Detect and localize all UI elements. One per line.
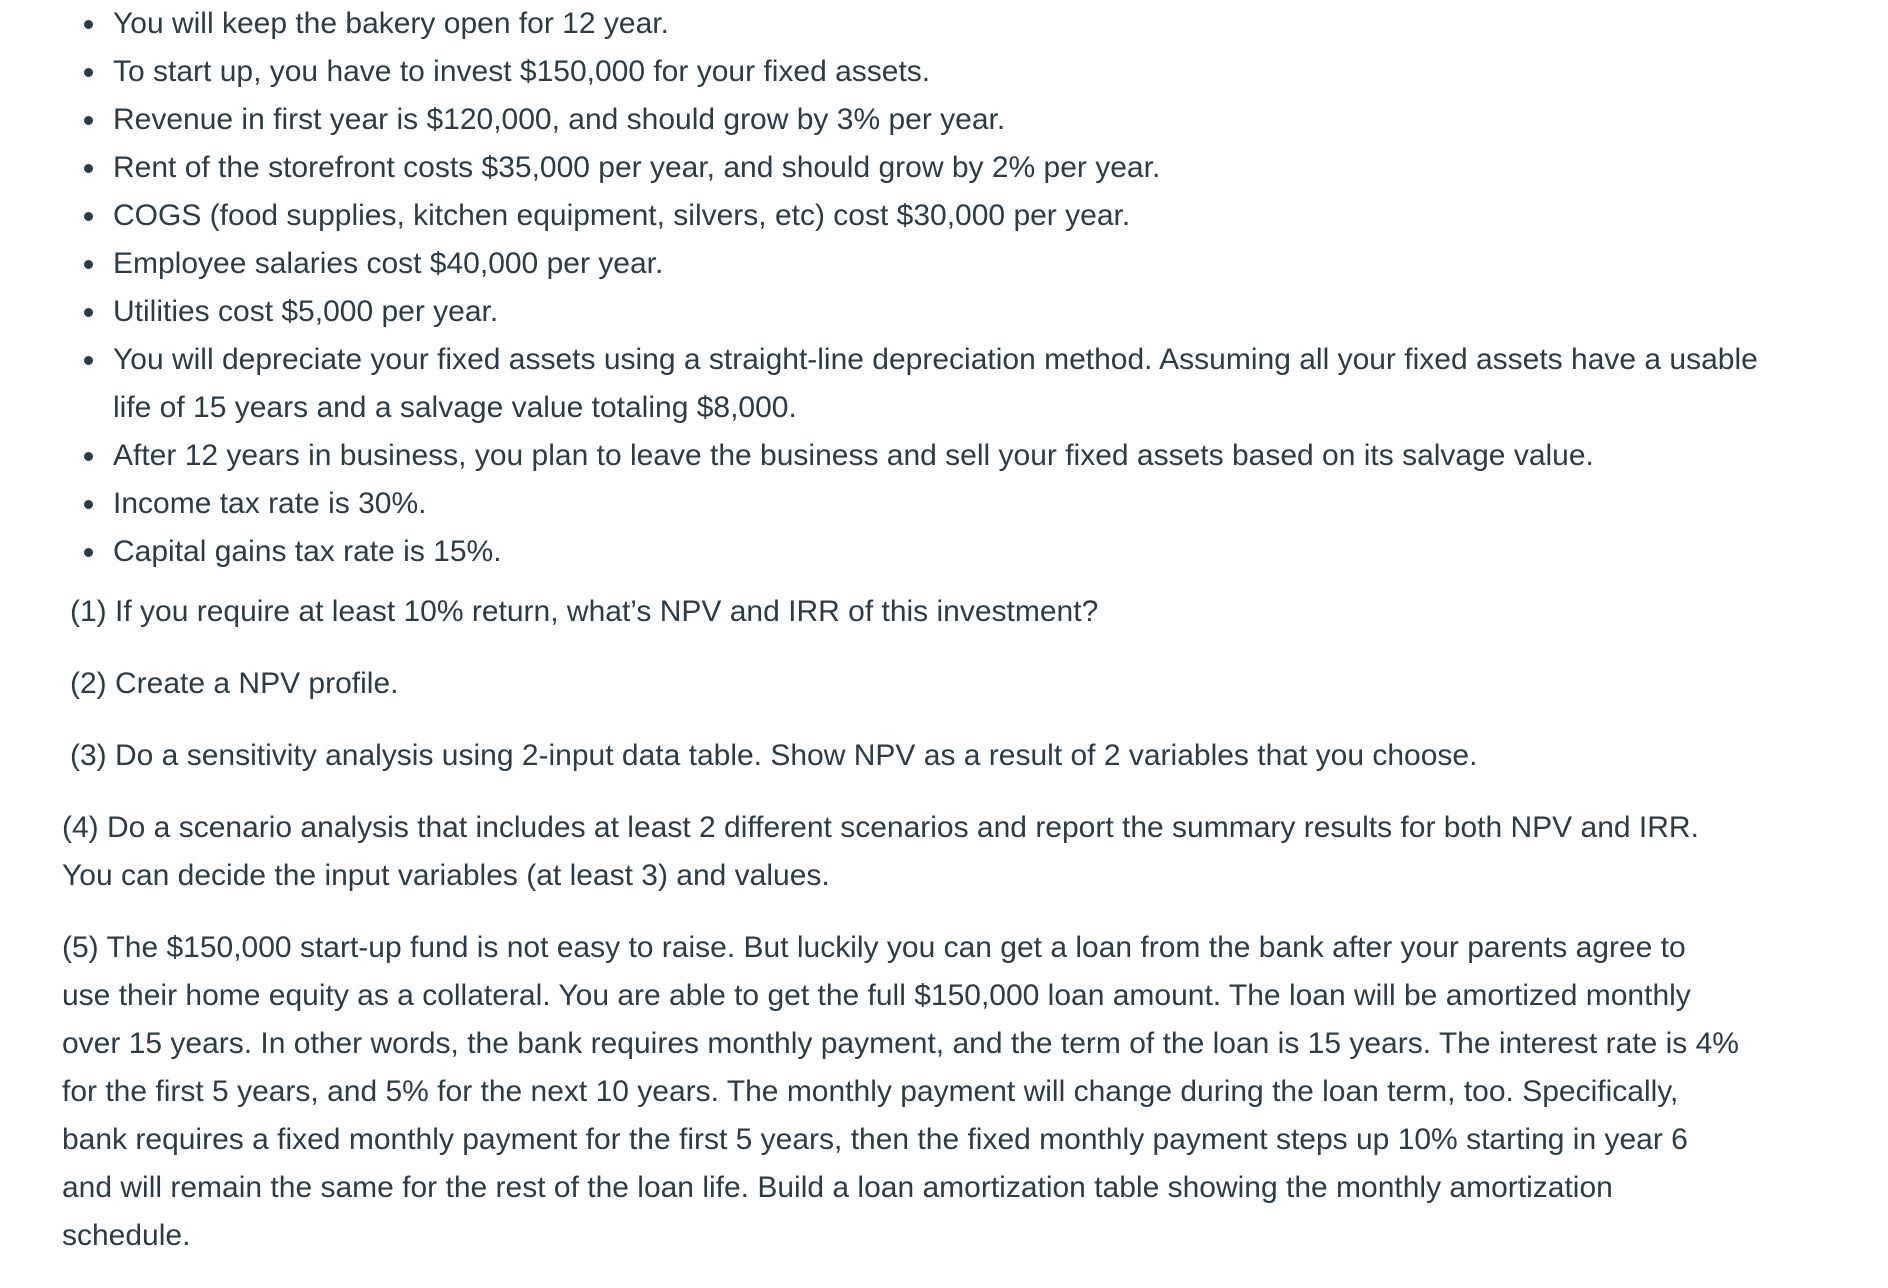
bullet-icon [84,452,93,461]
bullet-icon [84,356,93,365]
assumption-text: After 12 years in business, you plan to leave the business and sell your fixed assets based on its salvage value. [113,439,1594,472]
assumption-text: Rent of the storefront costs $35,000 per year, and should grow by 2% per year. [113,151,1161,184]
bullet-icon [84,548,93,557]
bullet-icon [84,212,93,221]
question-5: (5) The $150,000 start-up fund is not easy to raise. But luckily you can get a loan from the bank after your parents agree to use their home equity as a collateral. You are able to get the full $150,000 loan amount. The loan will be amortized monthly over 15 years. In other words, the bank requires monthly payment, and the term of the loan is 15 years. The interest rate is 4% for the first 5 years, and 5% for the next 10 years. The monthly payment will change during the loan term, too. Specifically, bank requires a fixed monthly payment for the first 5 years, then the fixed monthly payment steps up 10% starting in year 6 and will remain the same for the rest of the loan life. Build a loan amortization table showing the monthly amortization schedule. [62,931,1739,1252]
bullet-icon [84,164,93,173]
assumption-text: Income tax rate is 30%. [113,487,427,520]
assumptions-list [62,0,1828,576]
assumption-text: Revenue in first year is $120,000, and should grow by 3% per year. [113,103,1006,136]
assumption-item [62,96,1793,144]
assumption-text: To start up, you have to invest $150,000 for your fixed assets. [113,55,931,88]
bullet-icon [84,116,93,125]
bullet-icon [84,308,93,317]
assumption-text: You will keep the bakery open for 12 year. [113,7,669,40]
question-4: (4) Do a scenario analysis that includes at least 2 different scenarios and report the summary results for both NPV and IRR. You can decide the input variables (at least 3) and values. [62,811,1699,892]
assumption-item [62,480,1793,528]
assumption-item [62,336,1793,432]
bullet-icon [84,500,93,509]
question-3: (3) Do a sensitivity analysis using 2-input data table. Show NPV as a result of 2 variables that you choose. [70,739,1478,772]
assumption-item [62,0,1793,48]
assumption-item [62,288,1793,336]
bullet-icon [84,20,93,29]
question-2: (2) Create a NPV profile. [70,667,399,700]
assumption-text: COGS (food supplies, kitchen equipment, silvers, etc) cost $30,000 per year. [113,199,1131,232]
assumption-item [62,528,1793,576]
assumption-item [62,432,1793,480]
question-1: (1) If you require at least 10% return, what’s NPV and IRR of this investment? [70,595,1099,628]
assumption-text: You will depreciate your fixed assets using a straight-line depreciation method. Assuming all your fixed assets have a usable life of 15 years and a salvage value totaling $8,000. [113,343,1758,424]
questions-section [62,588,1828,1260]
assumption-item [62,144,1793,192]
assumption-item [62,48,1793,96]
assumption-item [62,240,1793,288]
assumption-item [62,192,1793,240]
assumption-text: Capital gains tax rate is 15%. [113,535,502,568]
bullet-icon [84,68,93,77]
bullet-icon [84,260,93,269]
assumption-text: Utilities cost $5,000 per year. [113,295,499,328]
assumption-text: Employee salaries cost $40,000 per year. [113,247,664,280]
